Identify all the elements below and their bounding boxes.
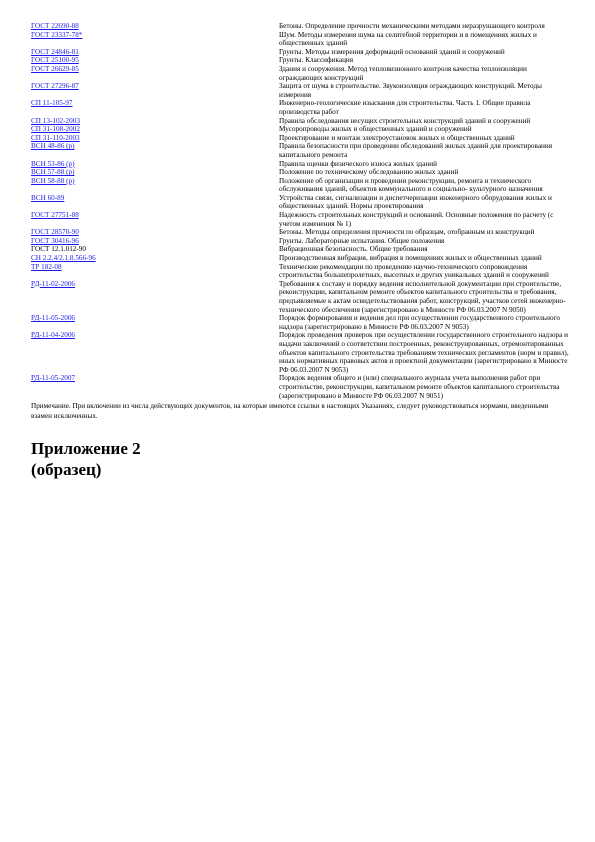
table-row: [31, 228, 571, 237]
document-description-cell: Здания и сооружения. Метод тепловизионного контроля качества теплоизоляции ограждающих конструкций: [279, 64, 527, 82]
document-code-link[interactable]: ГОСТ 30416-96: [31, 236, 79, 245]
document-code-link[interactable]: ГОСТ 23337-78*: [31, 30, 83, 39]
appendix-title: Приложение 2: [31, 438, 141, 458]
document-code-cell: [31, 194, 279, 211]
document-code-cell: [31, 99, 279, 116]
document-code-cell: [31, 31, 279, 48]
table-row: [31, 245, 571, 254]
document-code-cell: [31, 56, 279, 65]
table-row: [31, 134, 571, 143]
document-description-cell: Правила обследования несущих строительных конструкций зданий и сооружений: [279, 116, 531, 125]
document-description-cell: Грунты. Классификация: [279, 56, 354, 65]
table-row: [31, 65, 571, 82]
document-code-link[interactable]: СП 11-105-97: [31, 99, 73, 108]
document-code-cell: [31, 22, 279, 31]
document-code-text: ГОСТ 12.1.012-90: [31, 245, 86, 254]
document-code-cell: [31, 331, 279, 374]
document-code-cell: [31, 160, 279, 169]
document-description-cell: Правила безопасности при проведении обследований жилых зданий для проектирования капитального ремонта: [279, 142, 553, 159]
document-description-cell: Порядок формирования и ведения дел при осуществлении государственного строительного надзора (зарегистрировано в Минюсте РФ 06.03.2007 N 9053): [279, 314, 560, 331]
document-code-cell: [31, 237, 279, 246]
reference-table-body: [31, 22, 571, 400]
document-code-link[interactable]: ГОСТ 26629-85: [31, 64, 79, 73]
table-row: [31, 142, 571, 159]
table-row: [31, 168, 571, 177]
reference-table: [31, 22, 571, 400]
document-code-link[interactable]: ВСН 57-88 (р): [31, 168, 75, 177]
document-description-cell: Правила оценки физического износа жилых зданий: [279, 159, 437, 168]
document-code-link[interactable]: РД-11-04-2006: [31, 331, 76, 340]
document-code-link[interactable]: ТР 182-08: [31, 262, 62, 271]
document-code-link[interactable]: СН 2.2.4/2.1.8.566-96: [31, 254, 96, 263]
note-paragraph: Примечание. При включении из числа действующих документов, на которые имеются ссылки в настоящих Указаниях, следует руководствоваться нормами, введенными взамен исключенных.: [31, 402, 549, 420]
document-code-link[interactable]: ГОСТ 27751-88: [31, 211, 79, 220]
table-row: [31, 237, 571, 246]
document-code-cell: [31, 82, 279, 99]
table-row: [31, 160, 571, 169]
document-body: [31, 22, 571, 480]
document-description-cell: Устройства связи, сигнализации и диспетчеризации инженерного оборудования жилых и общественных зданий. Нормы проектирования: [279, 193, 552, 211]
document-description-cell: Бетоны. Определение прочности механическими методами неразрушающего контроля: [279, 22, 545, 30]
document-description-cell: Защита от шума в строительстве. Звукоизоляция ограждающих конструкций. Методы измерения: [279, 82, 542, 99]
table-row: [31, 117, 571, 126]
table-row: [31, 263, 571, 280]
document-code-cell: [31, 65, 279, 82]
appendix-subtitle: (образец): [31, 459, 102, 479]
document-description-cell: Грунты. Лабораторные испытания. Общие положения: [279, 236, 445, 245]
document-code-cell: [31, 245, 279, 254]
document-code-cell: [31, 48, 279, 57]
document-code-link[interactable]: РД-11-05-2007: [31, 374, 76, 383]
document-code-link[interactable]: РД-11-02-2006: [31, 279, 76, 288]
document-description-cell: Положение об организации и проведении реконструкции, ремонта и технического обслуживания зданий, объектов коммунального и социально- культурного назначения: [279, 176, 543, 194]
document-code-link[interactable]: ГОСТ 28570-90: [31, 228, 79, 237]
document-description-cell: Проектирование и монтаж электроустановок жилых и общественных зданий: [279, 133, 515, 142]
table-row: [31, 48, 571, 57]
table-row: [31, 314, 571, 331]
document-code-cell: [31, 280, 279, 314]
document-code-link[interactable]: ВСН 60-89: [31, 193, 65, 202]
document-code-link[interactable]: СП 31-110-2003: [31, 133, 80, 142]
document-description-cell: Производственная вибрация, вибрация в помещениях жилых и общественных зданий: [279, 254, 542, 263]
document-code-link[interactable]: ГОСТ 24846-81: [31, 47, 79, 56]
table-row: [31, 31, 571, 48]
table-row: [31, 82, 571, 99]
table-row: [31, 99, 571, 116]
table-row: [31, 331, 571, 374]
document-description-cell: Вибрационная безопасность. Общие требования: [279, 245, 428, 254]
document-code-link[interactable]: РД-11-05-2006: [31, 314, 76, 323]
appendix-heading: [31, 438, 571, 480]
document-code-cell: [31, 142, 279, 159]
document-code-cell: [31, 211, 279, 228]
table-row: [31, 177, 571, 194]
document-code-link[interactable]: СП 31-108-2002: [31, 125, 80, 134]
table-row: [31, 56, 571, 65]
document-code-cell: [31, 228, 279, 237]
document-code-cell: [31, 125, 279, 134]
document-description-cell: Инженерно-геологические изыскания для строительства. Часть 1. Общие правила производства работ: [279, 99, 531, 116]
document-code-cell: [31, 134, 279, 143]
document-code-link[interactable]: ВСН 48-86 (р): [31, 142, 75, 151]
document-description-cell: Шум. Методы измерения шума на селитебной территории и в помещениях жилых и общественных зданий: [279, 30, 537, 48]
table-row: [31, 125, 571, 134]
document-description-cell: Бетоны. Методы определения прочности по образцам, отобранным из конструкций: [279, 228, 535, 237]
table-row: [31, 22, 571, 31]
document-description-cell: Положение по техническому обследованию жилых зданий: [279, 168, 459, 177]
document-description-cell: Требования к составу и порядку ведения исполнительной документации при строительстве, реконструкции, капитальном ремонте объектов капитального строительства и требования, предъявляемые к актам освидетельствования работ, конструкций, участков сетей инженерно-технического обеспечения (зарегистрировано в Минюсте РФ 06.03.2007 N 9050): [279, 279, 566, 314]
document-code-cell: [31, 177, 279, 194]
table-row: [31, 194, 571, 211]
document-code-cell: [31, 168, 279, 177]
document-code-link[interactable]: ГОСТ 25100-95: [31, 56, 79, 65]
document-code-cell: [31, 374, 279, 400]
document-code-link[interactable]: СП 13-102-2003: [31, 116, 80, 125]
document-code-cell: [31, 314, 279, 331]
table-row: [31, 374, 571, 400]
table-row: [31, 211, 571, 228]
document-description-cell: Порядок проведения проверок при осуществлении государственного строительного надзора и выдачи заключений о соответствии построенных, реконструированных, отремонтированных объектов капитального строительства требованиям технических регламентов (норм и правил), иных нормативных правовых актов и проектной документации (зарегистрировано в Минюсте РФ 06.03.2007 N 9053): [279, 331, 569, 374]
document-code-cell: [31, 254, 279, 263]
document-code-cell: [31, 117, 279, 126]
document-description-cell: Порядок ведения общего и (или) специального журнала учета выполнения работ при строительстве, реконструкции, капитальном ремонте объектов капитального строительства (зарегистрировано в Минюсте РФ 06.03.2007 N 9051): [279, 374, 560, 400]
document-description-cell: Надежность строительных конструкций и оснований. Основные положения по расчету (с учетом изменения № 1): [279, 211, 554, 228]
document-code-link[interactable]: ВСН 58-88 (р): [31, 176, 75, 185]
table-row: [31, 254, 571, 263]
document-description-cell: Технические рекомендации по проведению научно-технического сопровождения строительства большепролетных, высотных и других уникальных зданий и сооружений: [279, 262, 549, 280]
document-code-link[interactable]: ГОСТ 22690-88: [31, 22, 79, 30]
document-code-link[interactable]: ВСН 53-86 (р): [31, 159, 75, 168]
document-description-cell: Грунты. Методы измерения деформаций оснований зданий и сооружений: [279, 47, 505, 56]
table-row: [31, 280, 571, 314]
document-code-cell: [31, 263, 279, 280]
document-code-link[interactable]: ГОСТ 27296-87: [31, 82, 79, 91]
document-description-cell: Мусоропроводы жилых и общественных зданий и сооружений: [279, 125, 472, 134]
